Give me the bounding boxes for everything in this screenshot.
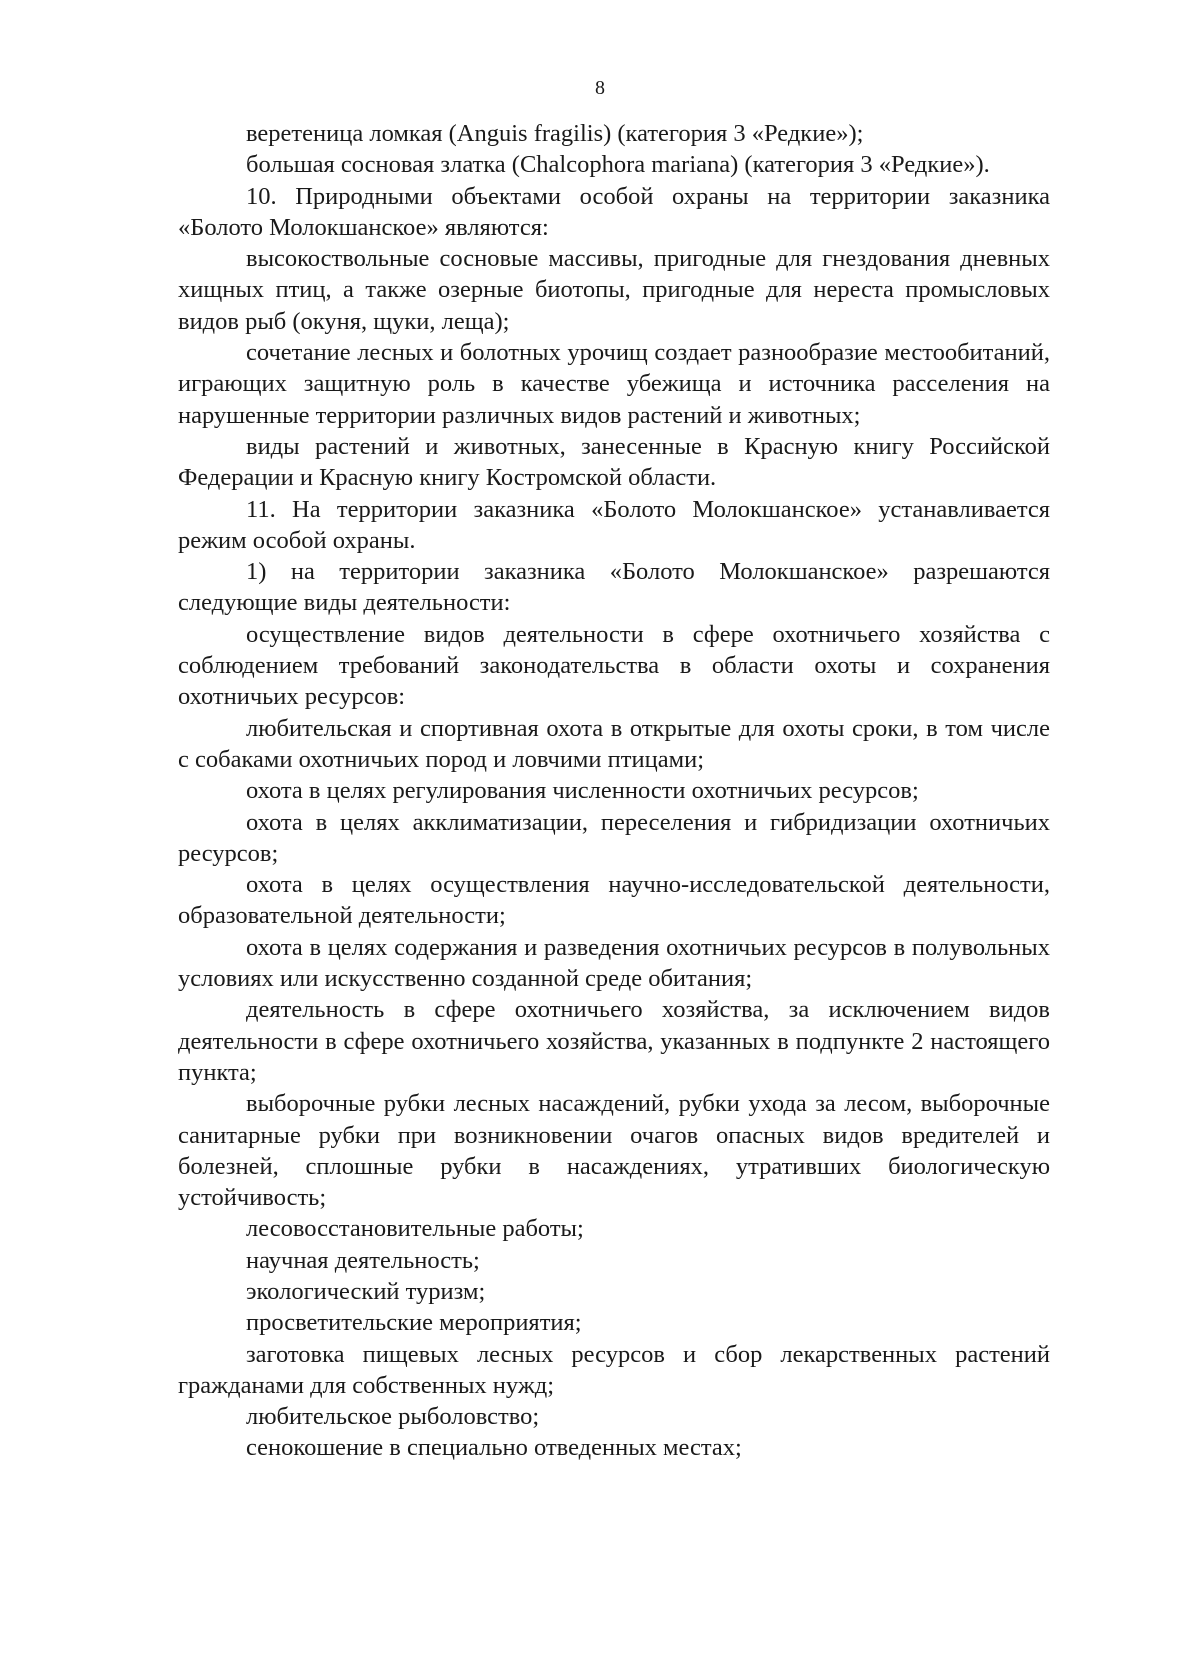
paragraph: заготовка пищевых лесных ресурсов и сбор лекарственных растений гражданами для собственных нужд; — [178, 1340, 1050, 1399]
paragraph: просветительские мероприятия; — [246, 1309, 582, 1337]
paragraph: большая сосновая златка (Chalcophora mariana) (категория 3 «Редкие»). — [246, 151, 990, 179]
paragraph: лесовосстановительные работы; — [246, 1215, 584, 1243]
document-body — [178, 118, 1050, 1464]
paragraph: 11. На территории заказника «Болото Молокшанское» устанавливается режим особой охраны. — [178, 495, 1050, 554]
paragraph: охота в целях регулирования численности охотничьих ресурсов; — [246, 777, 919, 805]
paragraph: деятельность в сфере охотничьего хозяйства, за исключением видов деятельности в сфере охотничьего хозяйства, указанных в подпункте 2 настоящего пункта; — [178, 996, 1050, 1086]
paragraph: веретеница ломкая (Anguis fragilis) (категория 3 «Редкие»); — [246, 120, 864, 147]
paragraph: высокоствольные сосновые массивы, пригодные для гнездования дневных хищных птиц, а также озерные биотопы, пригодные для нереста промысловых видов рыб (окуня, щуки, леща); — [178, 245, 1050, 335]
paragraph: выборочные рубки лесных насаждений, рубки ухода за лесом, выборочные санитарные рубки при возникновении очагов опасных видов вредителей и болезней, сплошные рубки в насаждениях, утративших биологическую устойчивость; — [178, 1090, 1050, 1212]
paragraph: сочетание лесных и болотных урочищ создает разнообразие местообитаний, играющих защитную роль в качестве убежища и источника расселения на нарушенные территории различных видов растений и животных; — [178, 339, 1050, 429]
paragraph: любительская и спортивная охота в открытые для охоты сроки, в том числе с собаками охотничьих пород и ловчими птицами; — [178, 714, 1050, 773]
paragraph: осуществление видов деятельности в сфере охотничьего хозяйства с соблюдением требований законодательства в области охоты и сохранения охотничьих ресурсов: — [178, 620, 1050, 711]
paragraph: экологический туризм; — [246, 1277, 486, 1305]
paragraph: сенокошение в специально отведенных местах; — [246, 1434, 742, 1462]
paragraph: любительское рыболовство; — [246, 1403, 540, 1431]
paragraph: охота в целях содержания и разведения охотничьих ресурсов в полувольных условиях или искусственно созданной среде обитания; — [178, 933, 1050, 993]
page-number: 8 — [595, 77, 605, 99]
paragraph: охота в целях осуществления научно-исследовательской деятельности, образовательной деятельности; — [178, 871, 1050, 930]
paragraph: 10. Природными объектами особой охраны на территории заказника «Болото Молокшанское» являются: — [178, 182, 1050, 241]
paragraph: 1) на территории заказника «Болото Молокшанское» разрешаются следующие виды деятельности: — [178, 558, 1050, 617]
paragraph: научная деятельность; — [246, 1246, 480, 1274]
paragraph: охота в целях акклиматизации, переселения и гибридизации охотничьих ресурсов; — [178, 808, 1050, 867]
paragraph: виды растений и животных, занесенные в Красную книгу Российской Федерации и Красную книгу Костромской области. — [178, 432, 1050, 492]
